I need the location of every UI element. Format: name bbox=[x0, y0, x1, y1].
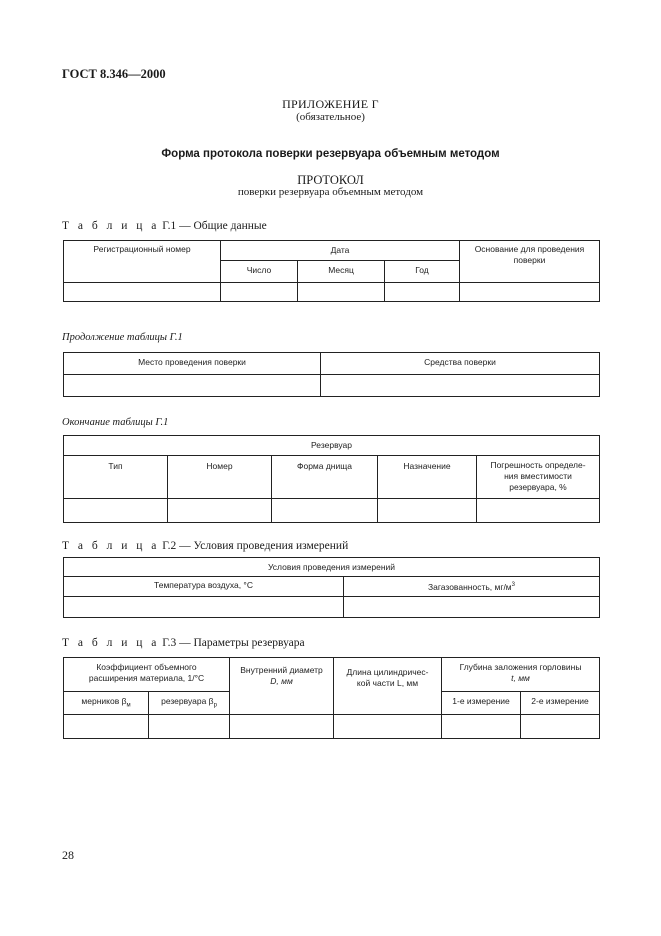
table-cell[interactable] bbox=[64, 597, 344, 618]
table1-end-caption: Окончание таблицы Г.1 bbox=[62, 417, 169, 428]
diameter-unit: D, мм bbox=[270, 676, 293, 686]
bottom-shape-header: Форма днища bbox=[272, 456, 378, 499]
table-cell[interactable] bbox=[321, 375, 600, 397]
table-cell[interactable] bbox=[64, 715, 149, 739]
length-header: Длина цилиндричес- кой части L, мм bbox=[334, 658, 442, 715]
table-tank-parameters bbox=[63, 657, 600, 739]
document-header: ГОСТ 8.346—2000 bbox=[62, 67, 166, 81]
type-header: Тип bbox=[64, 456, 168, 499]
table-tank bbox=[63, 435, 600, 523]
table3-caption-prefix: Т а б л и ц а bbox=[62, 637, 160, 649]
measure-beta-header bbox=[64, 692, 149, 715]
table2-caption-prefix: Т а б л и ц а bbox=[62, 540, 160, 552]
measure-beta-text: мерников β bbox=[81, 696, 127, 706]
table2-caption-text: Г.2 — Условия проведения измерений bbox=[162, 540, 349, 552]
air-temp-header: Температура воздуха, °С bbox=[64, 577, 344, 597]
gas-header-text: Загазованность, мг/м bbox=[428, 581, 512, 592]
table1-caption bbox=[62, 220, 267, 232]
depth-label: Глубина заложения горловины bbox=[459, 662, 582, 672]
date-header: Дата bbox=[221, 241, 460, 261]
table-cell[interactable] bbox=[344, 597, 600, 618]
place-header: Место проведения поверки bbox=[64, 353, 321, 375]
conditions-header: Условия проведения измерений bbox=[64, 558, 600, 577]
table-cell[interactable] bbox=[442, 715, 521, 739]
table3-caption bbox=[62, 637, 305, 649]
table-measurement-conditions bbox=[63, 557, 600, 618]
table1-continuation-caption: Продолжение таблицы Г.1 bbox=[62, 332, 183, 343]
appendix-title: ПРИЛОЖЕНИЕ Г bbox=[282, 97, 379, 111]
measurement-1-header: 1-е измерение bbox=[442, 692, 521, 715]
table-cell[interactable] bbox=[149, 715, 230, 739]
table-cell[interactable] bbox=[298, 283, 385, 302]
table-cell[interactable] bbox=[385, 283, 460, 302]
error-header: Погрешность определе- ния вместимости резервуара, % bbox=[477, 456, 600, 499]
table-place-means bbox=[63, 352, 600, 397]
reg-number-header: Регистрационный номер bbox=[64, 241, 221, 283]
table-cell[interactable] bbox=[521, 715, 600, 739]
basis-header: Основание для проведения поверки bbox=[460, 241, 600, 283]
purpose-header: Назначение bbox=[378, 456, 477, 499]
table-cell[interactable] bbox=[272, 499, 378, 523]
table-cell[interactable] bbox=[378, 499, 477, 523]
means-header: Средства поверки bbox=[321, 353, 600, 375]
number-header: Номер bbox=[168, 456, 272, 499]
year-header: Год bbox=[385, 261, 460, 283]
tank-beta-header bbox=[149, 692, 230, 715]
table3-caption-text: Г.3 — Параметры резервуара bbox=[162, 637, 305, 649]
measure-beta-sub: м bbox=[126, 702, 131, 709]
table1-caption-prefix: Т а б л и ц а bbox=[62, 220, 160, 232]
table-cell[interactable] bbox=[168, 499, 272, 523]
table-cell[interactable] bbox=[64, 283, 221, 302]
table2-caption bbox=[62, 540, 348, 552]
table-cell[interactable] bbox=[334, 715, 442, 739]
page-number: 28 bbox=[62, 848, 74, 862]
depth-unit: t, мм bbox=[511, 673, 530, 683]
gas-header bbox=[344, 577, 600, 597]
gas-header-superscript: 3 bbox=[511, 582, 515, 588]
coef-header: Коэффициент объемного расширения материала, 1/°С bbox=[64, 658, 230, 692]
measurement-2-header: 2-е измерение bbox=[521, 692, 600, 715]
appendix-subtitle: (обязательное) bbox=[296, 111, 365, 123]
table-cell[interactable] bbox=[221, 283, 298, 302]
table-cell[interactable] bbox=[477, 499, 600, 523]
diameter-label: Внутренний диаметр bbox=[240, 665, 323, 675]
form-title: Форма протокола поверки резервуара объемным методом bbox=[161, 148, 500, 160]
month-header: Месяц bbox=[298, 261, 385, 283]
diameter-header bbox=[230, 658, 334, 715]
table-cell[interactable] bbox=[64, 499, 168, 523]
table-cell[interactable] bbox=[64, 375, 321, 397]
protocol-title: ПРОТОКОЛ bbox=[297, 173, 364, 187]
table1-caption-text: Г.1 — Общие данные bbox=[162, 220, 267, 232]
table-cell[interactable] bbox=[460, 283, 600, 302]
tank-beta-sub: р bbox=[213, 702, 217, 709]
table-general-data bbox=[63, 240, 600, 302]
tank-beta-text: резервуара β bbox=[161, 696, 214, 706]
depth-header bbox=[442, 658, 600, 692]
tank-header: Резервуар bbox=[64, 436, 600, 456]
day-header: Число bbox=[221, 261, 298, 283]
table-cell[interactable] bbox=[230, 715, 334, 739]
protocol-subtitle: поверки резервуара объемным методом bbox=[237, 186, 424, 198]
